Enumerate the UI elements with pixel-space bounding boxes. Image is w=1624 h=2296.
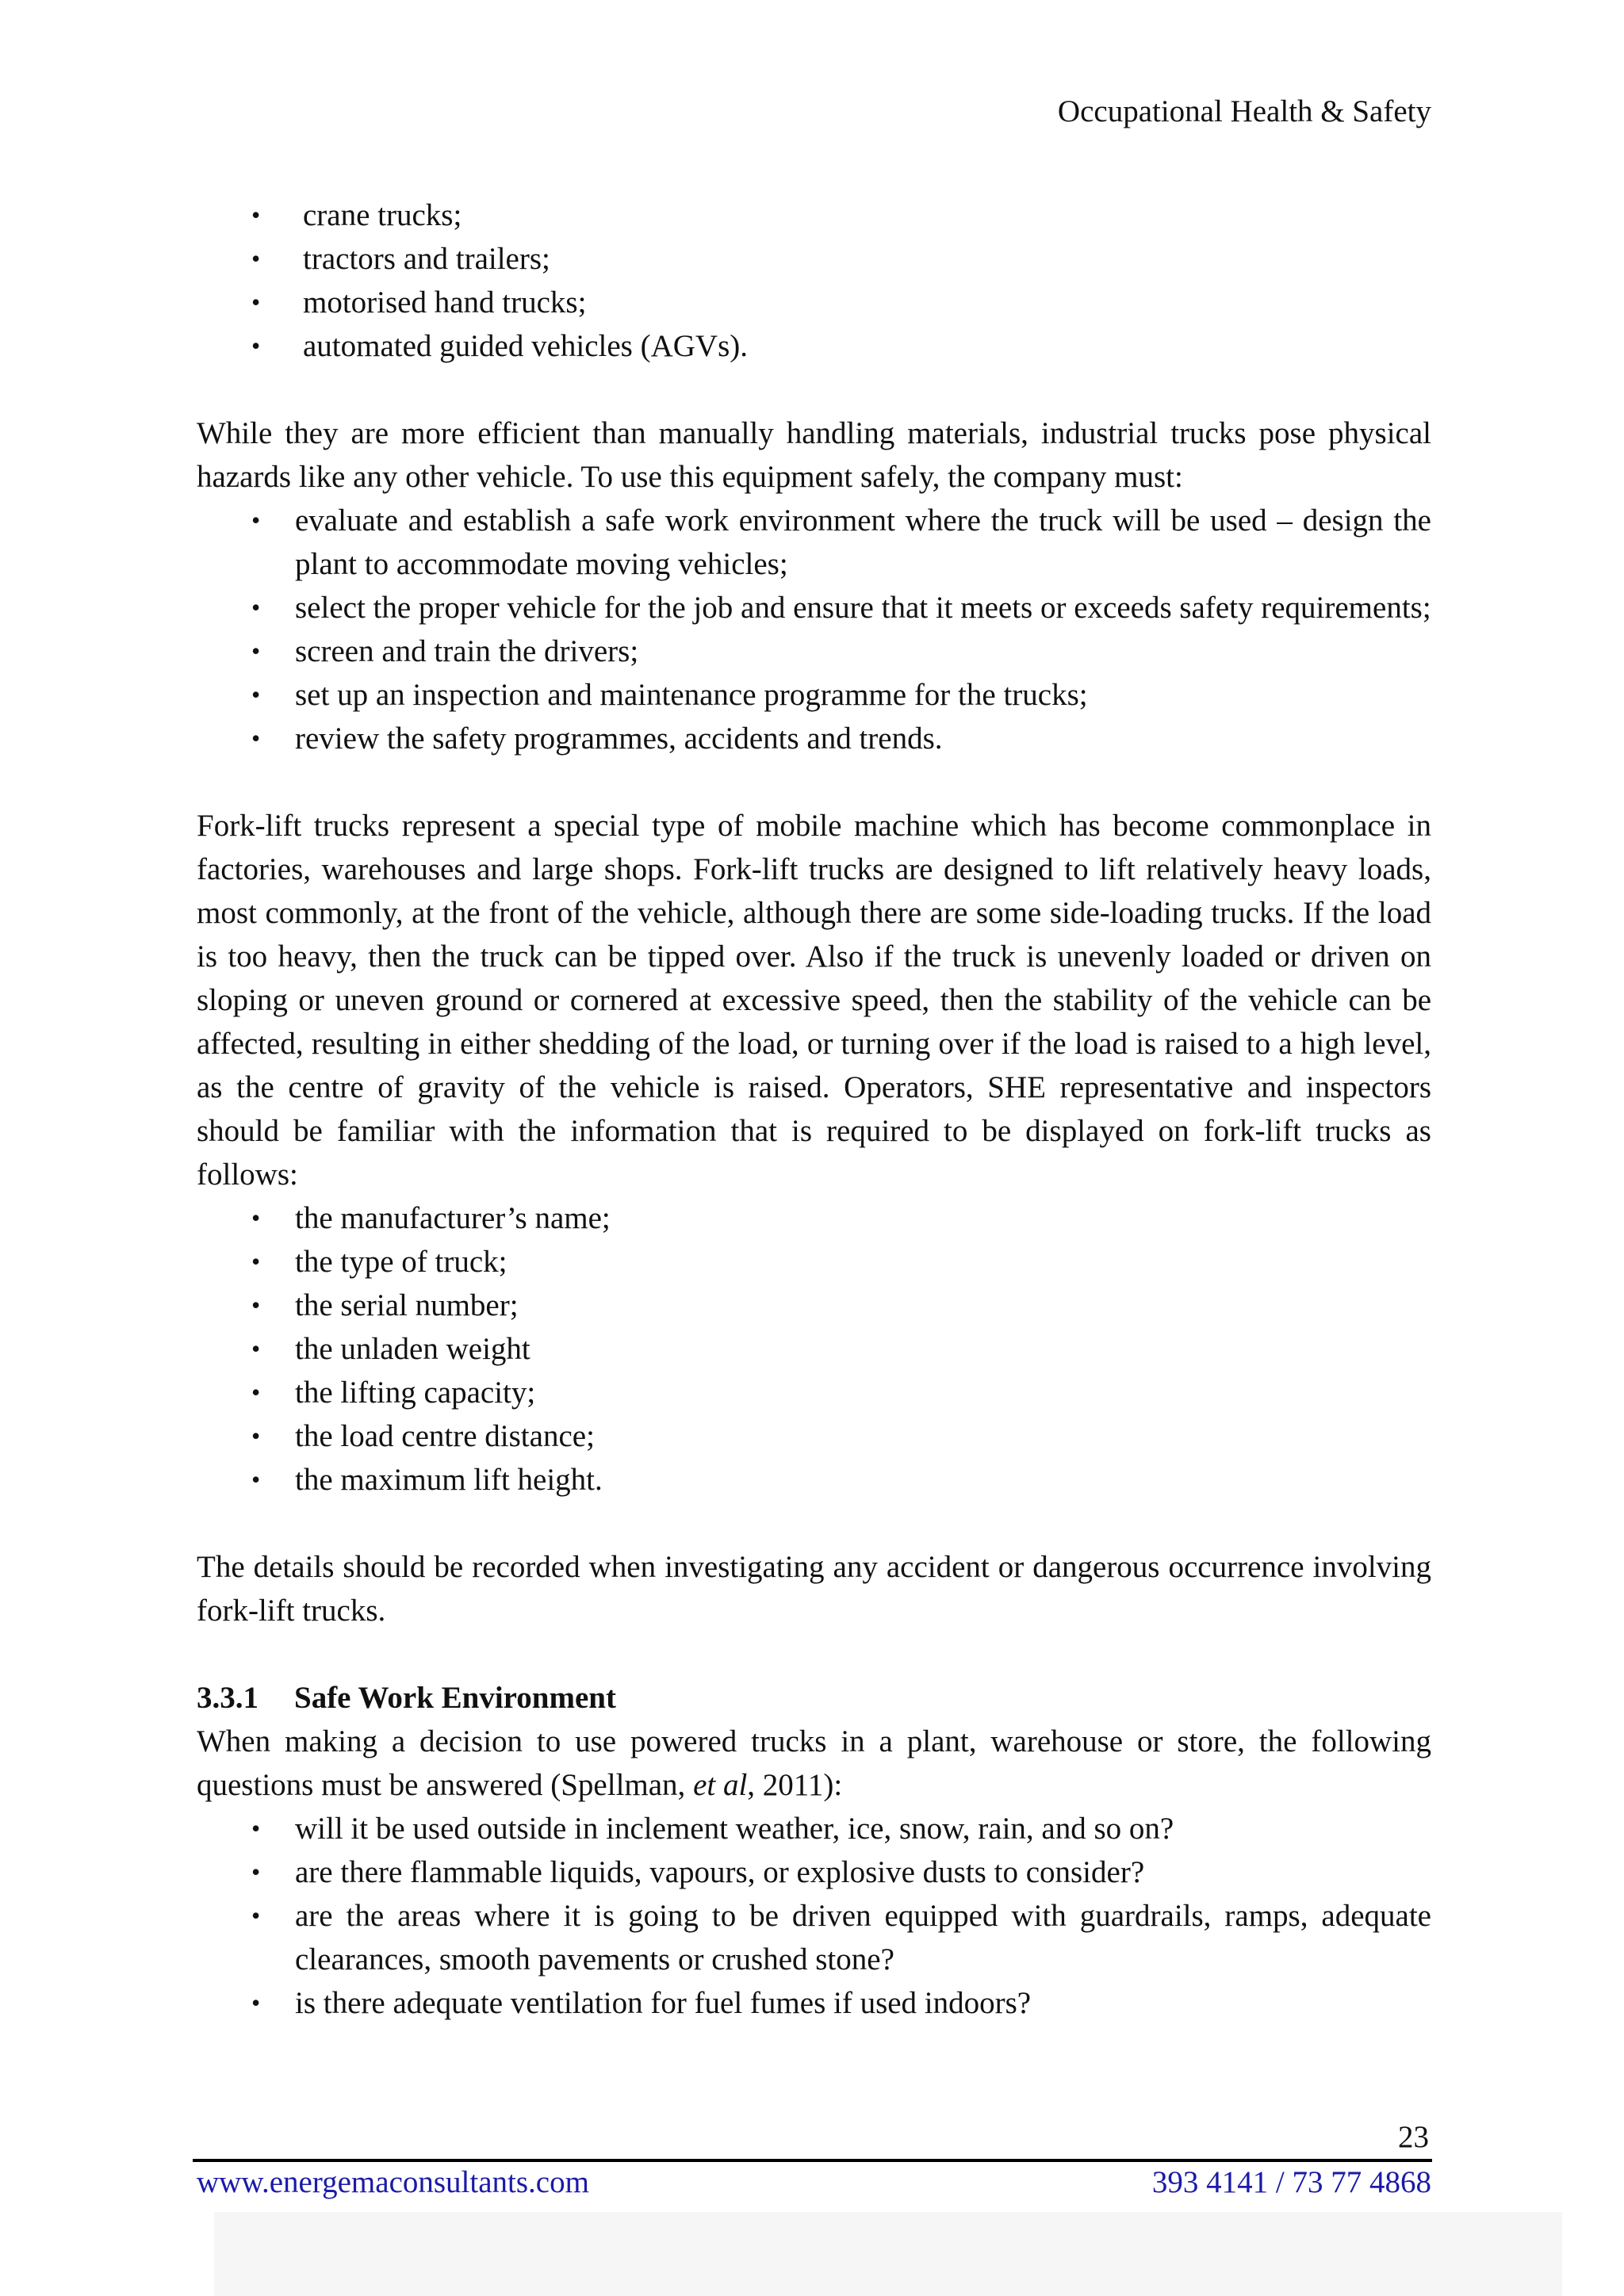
bullet-icon: • [251,593,261,622]
bullet-icon: • [251,288,261,316]
paragraph-recording-details: The details should be recorded when investigating any accident or dangerous occurrence involving fork-lift trucks. [197,1550,1431,1628]
list-item: • tractors and trailers; [197,237,1431,281]
section-heading [197,1676,1431,1720]
list-item: • the unladen weight [197,1327,1431,1371]
bullet-icon: • [251,1465,261,1494]
list-item: • the serial number; [197,1284,1431,1327]
list-item: • select the proper vehicle for the job and ensure that it meets or exceeds safety requirements; [197,586,1431,629]
bullet-icon: • [251,506,261,534]
list-item: • automated guided vehicles (AGVs). [197,324,1431,368]
section-title: Safe Work Environment [294,1681,616,1715]
running-header: Occupational Health & Safety [1057,94,1431,128]
footer-phone: 393 4141 / 73 77 4868 [1151,2165,1431,2199]
footer-website-link[interactable]: www.energemaconsultants.com [197,2165,589,2199]
list-item: • motorised hand trucks; [197,281,1431,324]
list-item: • are there flammable liquids, vapours, or explosive dusts to consider? [197,1850,1431,1894]
page-content [197,193,1431,2025]
bullet-icon: • [251,244,261,273]
bullet-icon: • [251,1378,261,1406]
section-number: 3.3.1 [197,1681,259,1715]
bullet-icon: • [251,724,261,752]
list-item: • review the safety programmes, accidents and trends. [197,717,1431,760]
footer-divider [193,2159,1432,2162]
questions-list [197,1807,1431,2025]
bullet-icon: • [251,1291,261,1319]
paragraph-industrial-trucks: While they are more efficient than manually handling materials, industrial trucks pose physical hazards like any other vehicle. To use this equipment safely, the company must: [197,416,1431,494]
bullet-icon: • [251,331,261,360]
list-item: • will it be used outside in inclement weather, ice, snow, rain, and so on? [197,1807,1431,1850]
bullet-icon: • [251,680,261,709]
bullet-icon: • [251,1203,261,1232]
list-item: • screen and train the drivers; [197,629,1431,673]
bullet-icon: • [251,1858,261,1886]
list-item: • the load centre distance; [197,1414,1431,1458]
bullet-icon: • [251,201,261,229]
bullet-icon: • [251,1988,261,2017]
company-requirements-list [197,499,1431,760]
bottom-shade [214,2212,1562,2296]
list-item: • the manufacturer’s name; [197,1196,1431,1240]
list-item: • is there adequate ventilation for fuel fumes if used indoors? [197,1981,1431,2025]
list-item: • are the areas where it is going to be driven equipped with guardrails, ramps, adequate clearances, smooth pavements or crushed stone? [197,1894,1431,1981]
list-item: • the lifting capacity; [197,1371,1431,1414]
list-item: • set up an inspection and maintenance programme for the trucks; [197,673,1431,717]
list-item: • crane trucks; [197,193,1431,237]
paragraph-fork-lift-trucks: Fork-lift trucks represent a special type of mobile machine which has become commonplace in factories, warehouses and large shops. Fork-lift trucks are designed to lift relatively heavy loads, most commonly, at the front of the vehicle, although there are some side-loading trucks. If the load is too heavy, then the truck can be tipped over. Also if the truck is unevenly loaded or driven on sloping or uneven ground or cornered at excessive speed, then the stability of the vehicle can be affected, resulting in either shedding of the load, or turning over if the load is raised to a high level, as the centre of gravity of the vehicle is raised. Operators, SHE representative and inspectors should be familiar with the information that is required to be displayed on fork-lift trucks as follows: [197,809,1431,1192]
bullet-icon: • [251,1422,261,1450]
list-item: • the maximum lift height. [197,1458,1431,1502]
vehicle-types-list [197,193,1431,368]
bullet-icon: • [251,637,261,665]
bullet-icon: • [251,1334,261,1363]
section-intro: When making a decision to use powered trucks in a plant, warehouse or store, the following questions must be answered (Spellman, et al, 2011): [197,1724,1431,1802]
bullet-icon: • [251,1247,261,1276]
list-item: • evaluate and establish a safe work environment where the truck will be used – design the plant to accommodate moving vehicles; [197,499,1431,586]
bullet-icon: • [251,1814,261,1843]
displayed-information-list [197,1196,1431,1502]
list-item: • the type of truck; [197,1240,1431,1284]
page-number: 23 [1398,2120,1429,2154]
bullet-icon: • [251,1901,261,1930]
